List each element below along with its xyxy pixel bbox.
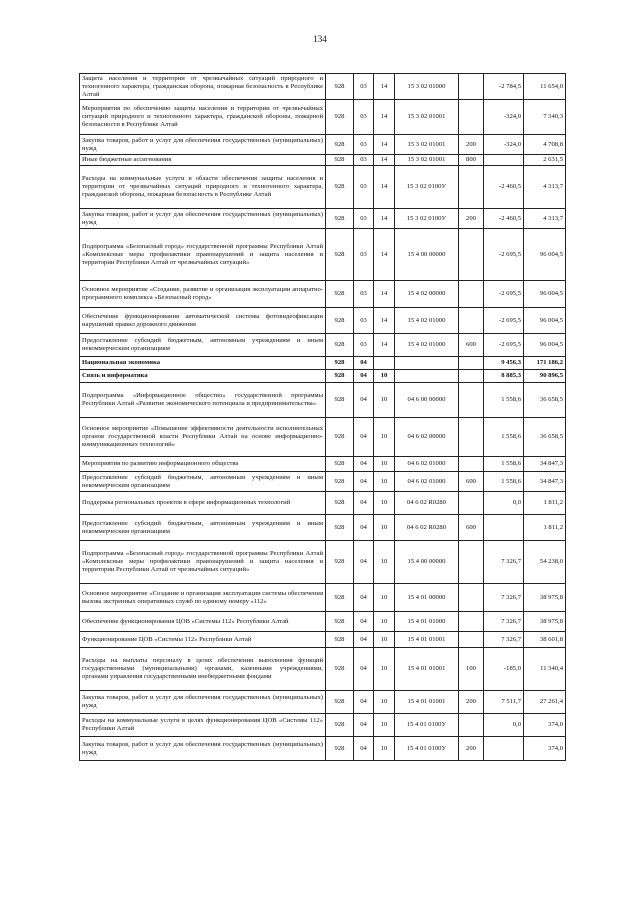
section-code: 04: [354, 632, 374, 648]
expense-type-code: [459, 229, 484, 281]
table-row: [80, 632, 566, 648]
amount-total: 7 340,3: [524, 100, 566, 135]
amount-total: 4 313,7: [524, 166, 566, 209]
ministry-code: 928: [326, 612, 354, 632]
table-row: [80, 74, 566, 100]
subsection-code: 14: [374, 229, 395, 281]
amount-total: 96 004,5: [524, 334, 566, 357]
subsection-code: 10: [374, 612, 395, 632]
target-article-code: 04 6 00 00000: [395, 383, 459, 418]
amount-total: 90 896,5: [524, 370, 566, 383]
expense-name: Связь и информатика: [80, 370, 326, 383]
section-code: 04: [354, 383, 374, 418]
target-article-code: 15 3 02 0100У: [395, 209, 459, 229]
table-row: [80, 691, 566, 714]
target-article-code: 04 6 02 R0280: [395, 515, 459, 541]
expense-name: Подпрограмма «Безопасный город» государственной программы Республики Алтай «Комплексные меры профилактики правонарушений и защита населения и территории Республики Алтай от чрезвычайных ситуаций»: [80, 229, 326, 281]
ministry-code: 928: [326, 281, 354, 308]
subsection-code: 10: [374, 691, 395, 714]
section-code: 04: [354, 691, 374, 714]
amount-change: -2 460,5: [484, 166, 524, 209]
ministry-code: 928: [326, 648, 354, 691]
subsection-code: 10: [374, 632, 395, 648]
target-article-code: 15 4 02 01000: [395, 334, 459, 357]
target-article-code: 15 4 01 01001: [395, 691, 459, 714]
amount-total: 34 847,3: [524, 457, 566, 472]
subsection-code: 10: [374, 737, 395, 761]
ministry-code: 928: [326, 632, 354, 648]
ministry-code: 928: [326, 541, 354, 584]
amount-change: 1 558,6: [484, 418, 524, 457]
target-article-code: 15 4 01 01001: [395, 632, 459, 648]
expense-type-code: [459, 584, 484, 612]
ministry-code: 928: [326, 229, 354, 281]
section-code: 03: [354, 209, 374, 229]
section-code: 04: [354, 418, 374, 457]
amount-change: -2 695,5: [484, 308, 524, 334]
section-code: 04: [354, 714, 374, 737]
subsection-code: 10: [374, 648, 395, 691]
expense-name: Подпрограмма «Безопасный город» государственной программы Республики Алтай «Комплексные меры профилактики правонарушений и защита населения и территории Республики Алтай от чрезвычайных ситуаций»: [80, 541, 326, 584]
section-code: 03: [354, 74, 374, 100]
budget-table: [79, 73, 566, 761]
amount-change: -324,0: [484, 100, 524, 135]
section-code: 03: [354, 334, 374, 357]
ministry-code: 928: [326, 155, 354, 166]
expense-name: Поддержка региональных проектов в сфере информационных технологий: [80, 492, 326, 515]
table-row: [80, 209, 566, 229]
amount-total: 374,0: [524, 737, 566, 761]
amount-total: 1 811,2: [524, 515, 566, 541]
subsection-code: 10: [374, 541, 395, 584]
table-row: [80, 281, 566, 308]
amount-total: 38 975,8: [524, 612, 566, 632]
section-code: 04: [354, 737, 374, 761]
subsection-code: 14: [374, 74, 395, 100]
expense-type-code: [459, 632, 484, 648]
expense-type-code: [459, 612, 484, 632]
expense-type-code: [459, 370, 484, 383]
expense-type-code: 200: [459, 135, 484, 155]
target-article-code: 15 4 00 00000: [395, 229, 459, 281]
section-code: 03: [354, 135, 374, 155]
expense-name: Основное мероприятие «Создание и организация эксплуатации системы обеспечения вызова экстренных оперативных служб по единому номеру «112»: [80, 584, 326, 612]
target-article-code: [395, 370, 459, 383]
ministry-code: 928: [326, 370, 354, 383]
section-code: 04: [354, 472, 374, 492]
expense-type-code: 200: [459, 691, 484, 714]
target-article-code: 15 4 02 00000: [395, 281, 459, 308]
ministry-code: 928: [326, 472, 354, 492]
amount-total: 54 238,0: [524, 541, 566, 584]
table-row: [80, 541, 566, 584]
ministry-code: 928: [326, 383, 354, 418]
expense-name: Закупка товаров, работ и услуг для обеспечения государственных (муниципальных) нужд: [80, 135, 326, 155]
amount-total: 36 658,5: [524, 418, 566, 457]
subsection-code: 14: [374, 100, 395, 135]
ministry-code: 928: [326, 691, 354, 714]
target-article-code: 15 4 01 00000: [395, 584, 459, 612]
expense-name: Мероприятия по обеспечению защиты населения и территории от чрезвычайных ситуаций природного и техногенного характера, гражданской обороны, пожарной безопасности в Республике Алтай: [80, 100, 326, 135]
amount-change: 8 885,3: [484, 370, 524, 383]
target-article-code: 15 4 01 0100У: [395, 737, 459, 761]
target-article-code: 15 3 02 01001: [395, 135, 459, 155]
table-row: [80, 383, 566, 418]
expense-type-code: [459, 492, 484, 515]
expense-type-code: 800: [459, 155, 484, 166]
target-article-code: 04 6 02 01000: [395, 457, 459, 472]
expense-type-code: [459, 74, 484, 100]
ministry-code: 928: [326, 100, 354, 135]
expense-name: Расходы на коммунальные услуги в целях функционирования ЦОВ «Системы 112» Республики Алтай: [80, 714, 326, 737]
section-code: 04: [354, 492, 374, 515]
expense-type-code: [459, 714, 484, 737]
ministry-code: 928: [326, 209, 354, 229]
expense-name: Основное мероприятие «Повышение эффективности деятельности исполнительных органов государственной власти Республики Алтай на основе информационно-коммуникационных технологий»: [80, 418, 326, 457]
amount-change: 1 558,6: [484, 472, 524, 492]
target-article-code: 15 4 02 01000: [395, 308, 459, 334]
ministry-code: 928: [326, 492, 354, 515]
expense-type-code: [459, 541, 484, 584]
table-row: [80, 737, 566, 761]
subsection-code: 14: [374, 334, 395, 357]
amount-change: 7 326,7: [484, 584, 524, 612]
amount-total: 1 811,2: [524, 492, 566, 515]
expense-name: Обеспечение функционирования ЦОВ «Системы 112» Республики Алтай: [80, 612, 326, 632]
target-article-code: 15 3 02 01001: [395, 100, 459, 135]
subsection-code: 10: [374, 383, 395, 418]
target-article-code: 15 4 01 01001: [395, 648, 459, 691]
ministry-code: 928: [326, 515, 354, 541]
subsection-code: 10: [374, 472, 395, 492]
expense-name: Иные бюджетные ассигнования: [80, 155, 326, 166]
subsection-code: 14: [374, 209, 395, 229]
expense-type-code: 200: [459, 209, 484, 229]
table-row: [80, 492, 566, 515]
table-row: [80, 166, 566, 209]
table-row: [80, 472, 566, 492]
expense-name: Предоставление субсидий бюджетным, автономным учреждениям и иным некоммерческим организациям: [80, 515, 326, 541]
section-code: 04: [354, 457, 374, 472]
ministry-code: 928: [326, 334, 354, 357]
section-code: 04: [354, 515, 374, 541]
ministry-code: 928: [326, 308, 354, 334]
amount-change: -2 460,5: [484, 209, 524, 229]
ministry-code: 928: [326, 457, 354, 472]
ministry-code: 928: [326, 357, 354, 370]
expense-type-code: 100: [459, 648, 484, 691]
expense-name: Закупка товаров, работ и услуг для обеспечения государственных (муниципальных) нужд: [80, 691, 326, 714]
subsection-code: 10: [374, 370, 395, 383]
expense-name: Мероприятия по развитию информационного общества: [80, 457, 326, 472]
amount-total: 11 340,4: [524, 648, 566, 691]
amount-change: 7 326,7: [484, 541, 524, 584]
expense-type-code: 600: [459, 515, 484, 541]
expense-name: Обеспечение функционирования автоматической системы фотовидеофиксации нарушений правил дорожного движения: [80, 308, 326, 334]
table-row: [80, 229, 566, 281]
amount-change: 7 511,7: [484, 691, 524, 714]
expense-name: Защита населения и территории от чрезвычайных ситуаций природного и техногенного характера, гражданская оборона, пожарная безопасность в Республике Алтай: [80, 74, 326, 100]
amount-change: 7 326,7: [484, 632, 524, 648]
amount-total: 4 313,7: [524, 209, 566, 229]
table-body: [80, 74, 566, 761]
subsection-code: 14: [374, 135, 395, 155]
subsection-code: 10: [374, 457, 395, 472]
section-code: 04: [354, 370, 374, 383]
table-row: [80, 370, 566, 383]
amount-change: -2 695,5: [484, 229, 524, 281]
target-article-code: 15 4 00 00000: [395, 541, 459, 584]
expense-name: Закупка товаров, работ и услуг для обеспечения государственных (муниципальных) нужд: [80, 209, 326, 229]
subsection-code: [374, 357, 395, 370]
amount-total: 96 004,5: [524, 281, 566, 308]
table-row: [80, 135, 566, 155]
amount-change: -2 695,5: [484, 281, 524, 308]
subsection-code: 10: [374, 418, 395, 457]
amount-change: 0,0: [484, 492, 524, 515]
subsection-code: 14: [374, 281, 395, 308]
amount-change: 1 558,6: [484, 457, 524, 472]
expense-name: Расходы на коммунальные услуги в области обеспечения защиты населения и территории от чрезвычайных ситуаций природного и техногенного характера, гражданской обороны, пожарная безопасность в Республике Алтай: [80, 166, 326, 209]
section-code: 04: [354, 541, 374, 584]
amount-total: 11 654,0: [524, 74, 566, 100]
ministry-code: 928: [326, 166, 354, 209]
table-row: [80, 714, 566, 737]
ministry-code: 928: [326, 714, 354, 737]
target-article-code: 15 3 02 01001: [395, 155, 459, 166]
ministry-code: 928: [326, 737, 354, 761]
section-code: 03: [354, 155, 374, 166]
amount-total: 171 186,2: [524, 357, 566, 370]
amount-change: -2 695,5: [484, 334, 524, 357]
amount-total: 2 631,5: [524, 155, 566, 166]
section-code: 03: [354, 308, 374, 334]
expense-name: Предоставление субсидий бюджетным, автономным учреждениям и иным некоммерческим организациям: [80, 472, 326, 492]
target-article-code: 15 4 01 01000: [395, 612, 459, 632]
ministry-code: 928: [326, 584, 354, 612]
subsection-code: 10: [374, 515, 395, 541]
table-row: [80, 308, 566, 334]
amount-total: 27 261,4: [524, 691, 566, 714]
subsection-code: 14: [374, 155, 395, 166]
expense-name: Основное мероприятие «Создание, развитие и организация эксплуатации аппаратно-программного комплекса «Безопасный город»: [80, 281, 326, 308]
amount-total: 38 975,8: [524, 584, 566, 612]
target-article-code: 15 3 02 0100У: [395, 166, 459, 209]
expense-type-code: 600: [459, 472, 484, 492]
amount-change: -185,0: [484, 648, 524, 691]
expense-type-code: [459, 281, 484, 308]
section-code: 04: [354, 357, 374, 370]
subsection-code: 14: [374, 166, 395, 209]
amount-total: 34 847,3: [524, 472, 566, 492]
ministry-code: 928: [326, 418, 354, 457]
target-article-code: 04 6 02 00000: [395, 418, 459, 457]
amount-total: 374,0: [524, 714, 566, 737]
amount-total: 96 004,5: [524, 308, 566, 334]
subsection-code: 10: [374, 714, 395, 737]
table-row: [80, 515, 566, 541]
expense-type-code: 200: [459, 737, 484, 761]
amount-change: -324,0: [484, 135, 524, 155]
subsection-code: 14: [374, 308, 395, 334]
amount-change: 1 558,6: [484, 383, 524, 418]
amount-total: 96 004,5: [524, 229, 566, 281]
target-article-code: 15 3 02 01000: [395, 74, 459, 100]
expense-name: Национальная экономика: [80, 357, 326, 370]
expense-name: Закупка товаров, работ и услуг для обеспечения государственных (муниципальных) нужд: [80, 737, 326, 761]
expense-type-code: [459, 383, 484, 418]
table-row: [80, 612, 566, 632]
table-row: [80, 457, 566, 472]
target-article-code: 04 6 02 01000: [395, 472, 459, 492]
amount-change: 7 326,7: [484, 612, 524, 632]
section-code: 03: [354, 281, 374, 308]
subsection-code: 10: [374, 584, 395, 612]
amount-change: 9 456,3: [484, 357, 524, 370]
table-row: [80, 418, 566, 457]
ministry-code: 928: [326, 74, 354, 100]
subsection-code: 10: [374, 492, 395, 515]
table-row: [80, 648, 566, 691]
expense-type-code: 600: [459, 334, 484, 357]
section-code: 03: [354, 166, 374, 209]
section-code: 03: [354, 229, 374, 281]
target-article-code: 04 6 02 R0280: [395, 492, 459, 515]
table-row: [80, 155, 566, 166]
section-code: 04: [354, 584, 374, 612]
amount-change: [484, 155, 524, 166]
amount-total: 38 601,8: [524, 632, 566, 648]
section-code: 04: [354, 612, 374, 632]
table-row: [80, 334, 566, 357]
amount-change: [484, 515, 524, 541]
amount-change: [484, 737, 524, 761]
expense-type-code: [459, 457, 484, 472]
amount-change: 0,0: [484, 714, 524, 737]
expense-type-code: [459, 308, 484, 334]
table-row: [80, 584, 566, 612]
expense-type-code: [459, 100, 484, 135]
target-article-code: [395, 357, 459, 370]
expense-type-code: [459, 357, 484, 370]
expense-type-code: [459, 166, 484, 209]
table-row: [80, 357, 566, 370]
amount-total: 36 658,5: [524, 383, 566, 418]
expense-name: Подпрограмма «Информационное общество» государственной программы Республики Алтай «Развитие экономического потенциала и предпринимательства»: [80, 383, 326, 418]
ministry-code: 928: [326, 135, 354, 155]
target-article-code: 15 4 01 0100У: [395, 714, 459, 737]
section-code: 04: [354, 648, 374, 691]
page-number: 134: [313, 34, 327, 44]
table-row: [80, 100, 566, 135]
expense-name: Функционирование ЦОВ «Системы 112» Республики Алтай: [80, 632, 326, 648]
expense-name: Расходы на выплаты персоналу в целях обеспечения выполнения функций государственными (муниципальными) органами, казенными учреждениями, органами управления государственными внебюджетными фондами: [80, 648, 326, 691]
section-code: 03: [354, 100, 374, 135]
amount-total: 4 708,8: [524, 135, 566, 155]
expense-type-code: [459, 418, 484, 457]
expense-name: Предоставление субсидий бюджетным, автономным учреждениям и иным некоммерческим организациям: [80, 334, 326, 357]
amount-change: -2 784,5: [484, 74, 524, 100]
